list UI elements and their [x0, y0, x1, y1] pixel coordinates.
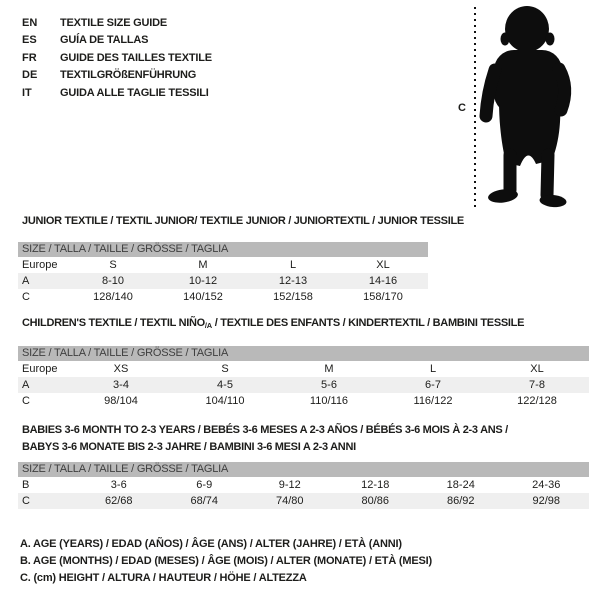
list-item: [22, 67, 212, 84]
table-cell: 3-6: [110, 479, 127, 491]
language-code: IT: [22, 86, 32, 99]
table-cell: 86/92: [446, 495, 475, 507]
size-header-bar: SIZE / TALLA / TAILLE / GRÖSSE / TAGLIA: [18, 346, 589, 361]
junior-section-title: JUNIOR TEXTILE / TEXTIL JUNIOR/ TEXTILE JUNIOR / JUNIORTEXTIL / JUNIOR TESSILE: [22, 215, 464, 227]
title-subscript: /A: [204, 321, 212, 330]
language-title: TEXTILGRÖßENFÜHRUNG: [60, 69, 197, 82]
height-measure-figure: [455, 0, 600, 215]
babies-size-table: [18, 462, 589, 509]
row-label: B: [22, 479, 30, 491]
title-text: CHILDREN'S TEXTILE / TEXTIL NIÑO: [22, 317, 205, 329]
legend-note-b: B. AGE (MONTHS) / EDAD (MESES) / ÂGE (MOIS) / ALTER (MONATE) / ETÀ (MESI): [20, 554, 432, 567]
table-cell: 10-12: [188, 275, 218, 287]
table-cell: 80/86: [361, 495, 390, 507]
table-cell: L: [289, 259, 297, 271]
table-cell: 7-8: [529, 379, 545, 391]
children-size-table: [18, 346, 589, 409]
table-cell: XL: [530, 363, 544, 375]
table-cell: 104/110: [205, 395, 245, 407]
language-code: FR: [22, 51, 37, 64]
language-title: TEXTILE SIZE GUIDE: [60, 17, 168, 29]
title-line: BABYS 3-6 MONATE BIS 2-3 JAHRE / BAMBINI 3-6 MESI A 2-3 ANNI: [22, 440, 356, 453]
list-item: [22, 32, 212, 49]
babies-section-title: [22, 422, 508, 455]
legend-notes: [20, 536, 432, 586]
table-cell: 140/152: [183, 291, 223, 303]
row-label: C: [22, 395, 30, 407]
language-code: DE: [22, 69, 38, 82]
legend-note-c: C. (cm) HEIGHT / ALTURA / HAUTEUR / HÖHE / ALTEZZA: [20, 571, 307, 584]
table-cell: L: [429, 363, 437, 375]
table-cell: 12-13: [278, 275, 308, 287]
row-label: Europe: [22, 363, 58, 375]
table-cell: 18-24: [446, 479, 475, 491]
table-cell: 24-36: [532, 479, 561, 491]
list-item: [22, 50, 212, 67]
row-label: Europe: [22, 259, 58, 271]
table-cell: 6-7: [425, 379, 441, 391]
table-cell: 122/128: [517, 395, 557, 407]
title-line: BABIES 3-6 MONTH TO 2-3 YEARS / BEBÉS 3-6 MESES A 2-3 AÑOS / BÉBÉS 3-6 MOIS À 2-3 ANS /: [22, 424, 508, 436]
table-cell: XL: [376, 259, 390, 271]
list-item: [22, 85, 212, 102]
table-row: [18, 273, 428, 289]
language-code: EN: [22, 17, 38, 29]
table-cell: 8-10: [101, 275, 125, 287]
language-code: ES: [22, 34, 37, 47]
table-cell: 62/68: [104, 495, 133, 507]
row-label: C: [22, 291, 30, 303]
table-cell: 92/98: [532, 495, 561, 507]
language-title: GUIDA ALLE TAGLIE TESSILI: [60, 86, 209, 99]
title-text: / TEXTILE DES ENFANTS / KINDERTEXTIL / BAMBINI TESSILE: [212, 317, 525, 329]
language-title: GUIDE DES TAILLES TEXTILE: [60, 51, 212, 64]
row-label: A: [22, 275, 30, 287]
table-cell: 128/140: [93, 291, 133, 303]
table-row: [18, 289, 428, 305]
table-cell: M: [324, 363, 334, 375]
table-row: [18, 493, 589, 509]
legend-note-a: A. AGE (YEARS) / EDAD (AÑOS) / ÂGE (ANS) / ALTER (JAHRE) / ETÀ (ANNI): [20, 538, 402, 550]
table-cell: S: [109, 259, 117, 271]
table-cell: 9-12: [278, 479, 301, 491]
table-cell: 12-18: [361, 479, 390, 491]
row-label: C: [22, 495, 30, 507]
table-cell: 14-16: [368, 275, 398, 287]
table-cell: 152/158: [273, 291, 313, 303]
table-cell: M: [198, 259, 208, 271]
table-cell: 110/116: [309, 395, 349, 407]
size-header-bar: SIZE / TALLA / TAILLE / GRÖSSE / TAGLIA: [18, 462, 589, 477]
table-cell: S: [221, 363, 229, 375]
table-cell: 98/104: [104, 395, 138, 407]
table-row: [18, 257, 428, 273]
table-cell: 4-5: [217, 379, 233, 391]
table-row: [18, 477, 589, 493]
table-cell: 5-6: [321, 379, 337, 391]
table-cell: 74/80: [275, 495, 304, 507]
children-section-title: [22, 317, 524, 332]
table-cell: 68/74: [190, 495, 219, 507]
language-title: GUÍA DE TALLAS: [60, 34, 149, 47]
list-item: [22, 15, 212, 32]
table-row: [18, 377, 589, 393]
language-title-list: [22, 15, 212, 102]
table-row: [18, 361, 589, 377]
table-cell: 158/170: [363, 291, 403, 303]
table-cell: 3-4: [113, 379, 129, 391]
row-label: A: [22, 379, 30, 391]
table-row: [18, 393, 589, 409]
table-cell: XS: [113, 363, 129, 375]
table-cell: 116/122: [413, 395, 453, 407]
junior-size-table: [18, 242, 428, 305]
height-measure-label: C: [458, 102, 466, 114]
baby-silhouette-icon: [455, 0, 600, 215]
size-header-bar: SIZE / TALLA / TAILLE / GRÖSSE / TAGLIA: [18, 242, 428, 257]
table-cell: 6-9: [196, 479, 213, 491]
